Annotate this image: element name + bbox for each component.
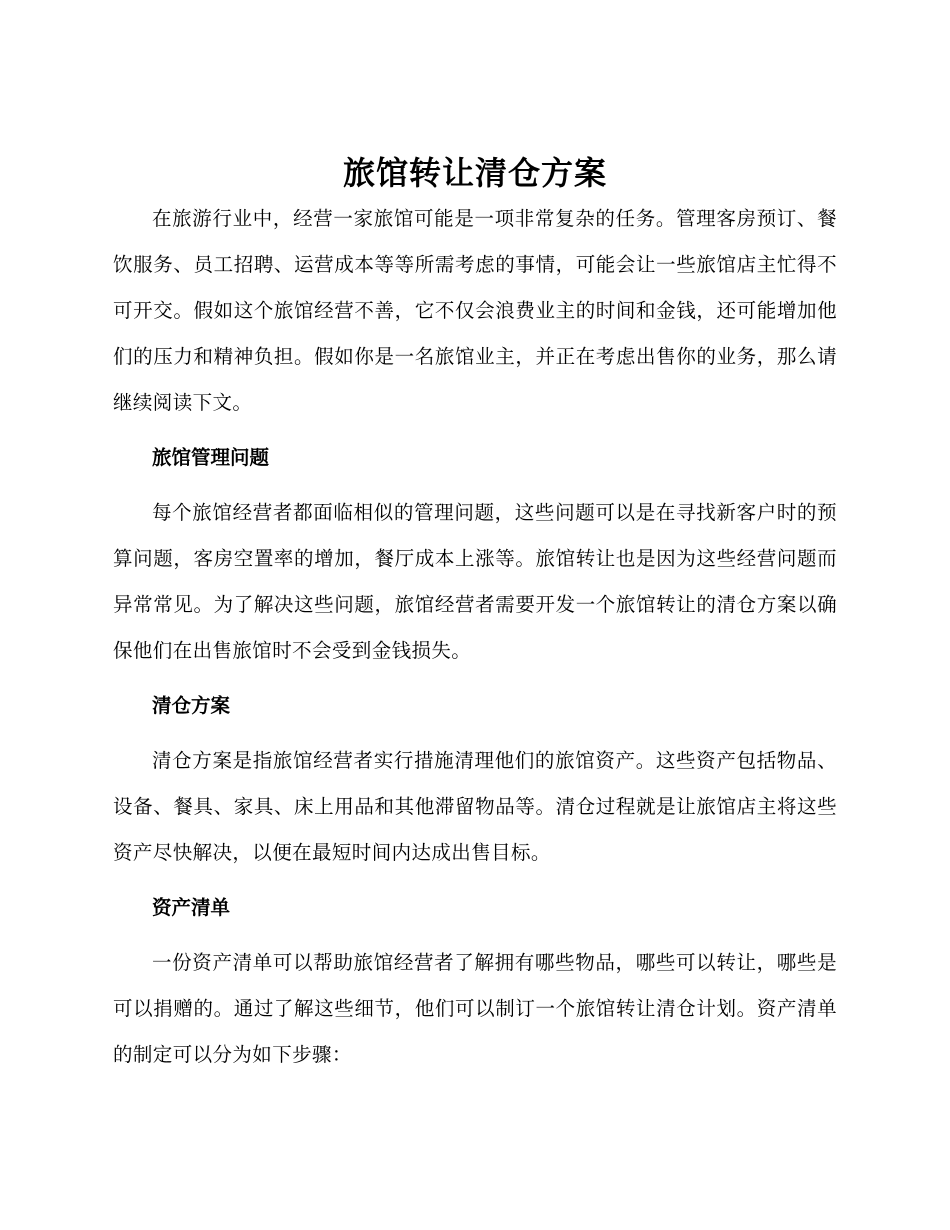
section-body-management-issues: 每个旅馆经营者都面临相似的管理问题，这些问题可以是在寻找新客户时的预算问题，客房空置率的增加，餐厅成本上涨等。旅馆转让也是因为这些经营问题而异常常见。为了解决这些问题，旅馆经营者需要开发一个旅馆转让的清仓方案以确保他们在出售旅馆时不会受到金钱损失。 <box>113 501 837 662</box>
intro-paragraph: 在旅游行业中，经营一家旅馆可能是一项非常复杂的任务。管理客房预订、餐饮服务、员工招聘、运营成本等等所需考虑的事情，可能会让一些旅馆店主忙得不可开交。假如这个旅馆经营不善，它不仅会浪费业主的时间和金钱，还可能增加他们的压力和精神负担。假如你是一名旅馆业主，并正在考虑出售你的业务，那么请继续阅读下文。 <box>113 207 837 414</box>
section-heading-management-issues: 旅馆管理问题 <box>152 446 270 469</box>
section-heading-asset-list: 资产清单 <box>152 896 231 919</box>
document-title: 旅馆转让清仓方案 <box>342 154 607 192</box>
document-page <box>113 150 837 1078</box>
section-heading-clearance-plan: 清仓方案 <box>152 694 231 717</box>
section-body-asset-list: 一份资产清单可以帮助旅馆经营者了解拥有哪些物品，哪些可以转让，哪些是可以捐赠的。通过了解这些细节，他们可以制订一个旅馆转让清仓计划。资产清单的制定可以分为如下步骤： <box>113 951 837 1066</box>
section-body-clearance-plan: 清仓方案是指旅馆经营者实行措施清理他们的旅馆资产。这些资产包括物品、设备、餐具、家具、床上用品和其他滞留物品等。清仓过程就是让旅馆店主将这些资产尽快解决，以便在最短时间内达成出售目标。 <box>113 749 837 864</box>
